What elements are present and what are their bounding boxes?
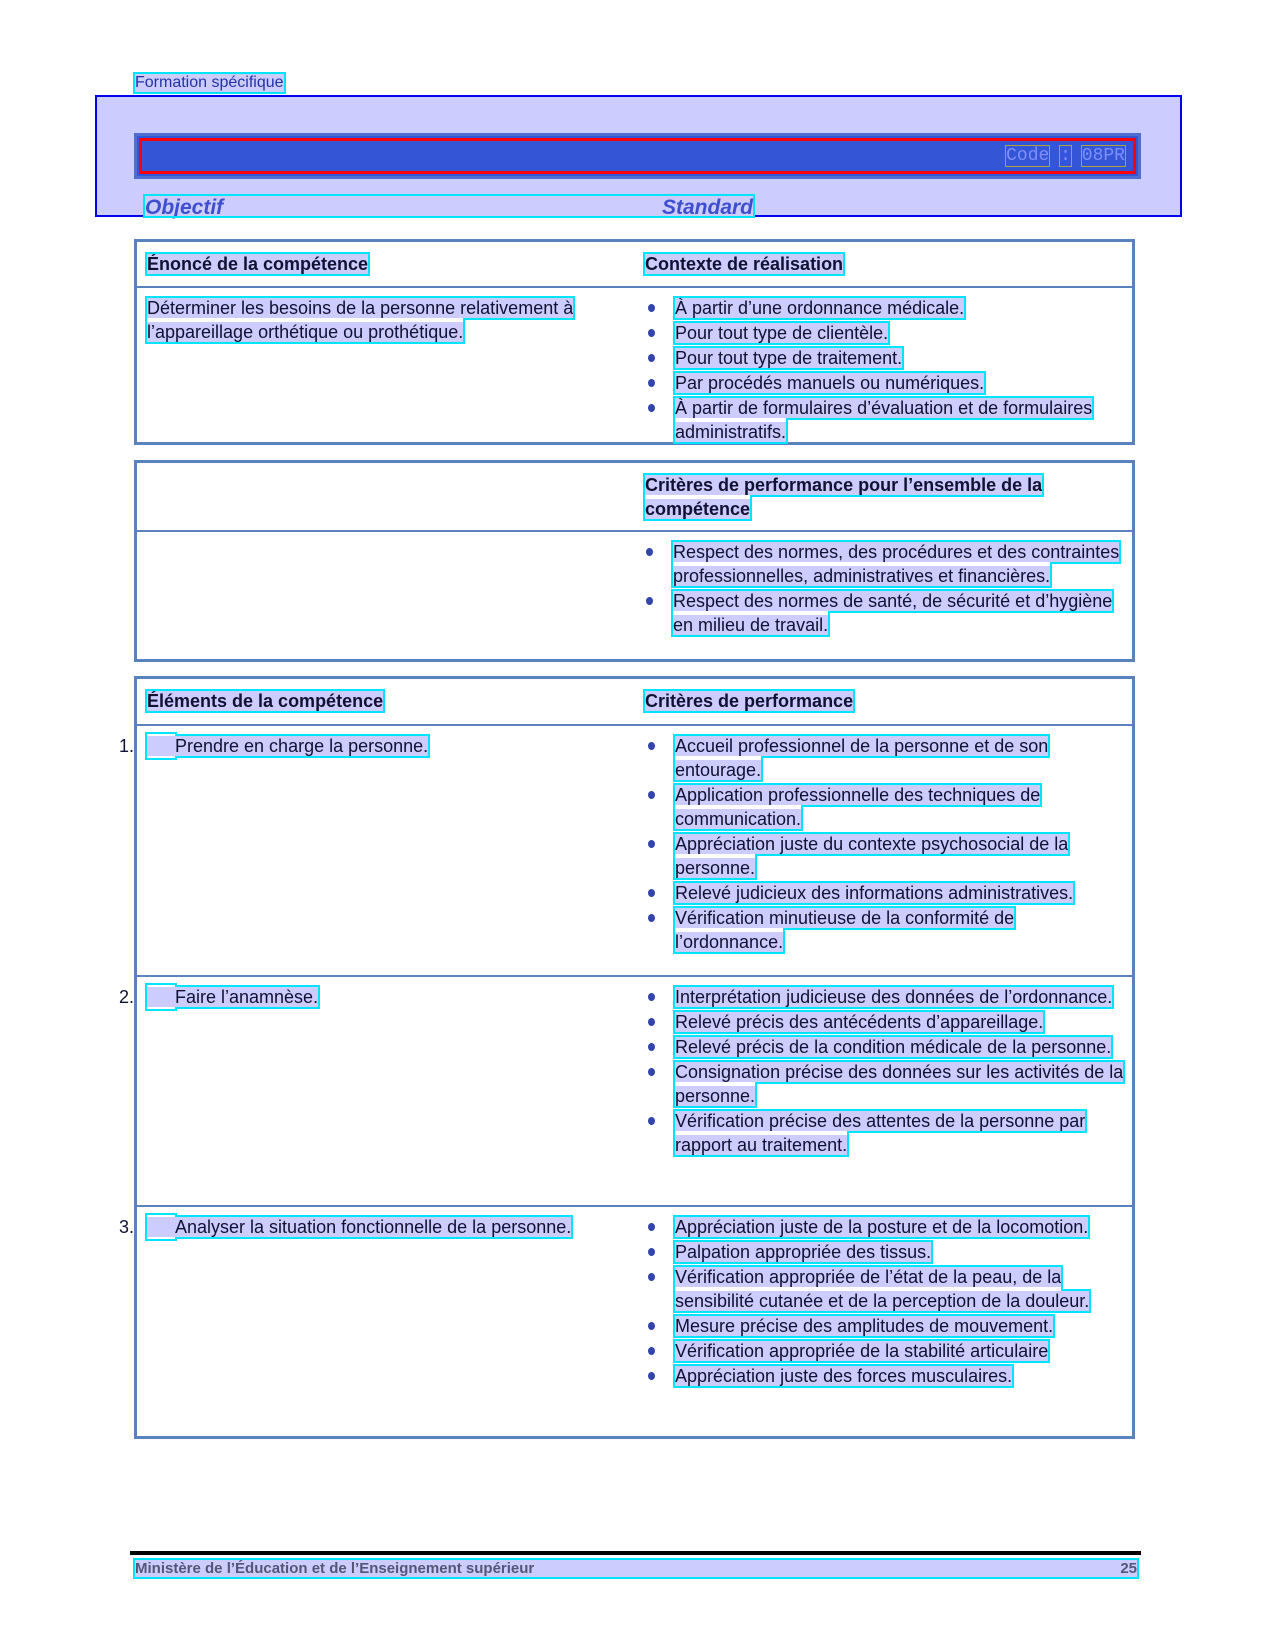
bullet-text: Mesure précise des amplitudes de mouvement. xyxy=(675,1316,1054,1336)
bullet-text: Accueil professionnel de la personne et de son entourage. xyxy=(675,736,1049,780)
overall-criteria-list xyxy=(643,540,1123,638)
bullet-item xyxy=(645,985,1125,1009)
bullet-item xyxy=(645,832,1125,880)
overall-criteria-table xyxy=(134,460,1135,662)
table-row xyxy=(137,532,1132,659)
footer-ministry: Ministère de l’Éducation et de l’Enseignement supérieur xyxy=(135,1560,535,1577)
bullet-text: Vérification appropriée de l’état de la peau, de la sensibilité cutanée et de la perception de la douleur. xyxy=(675,1267,1090,1311)
bullet-item xyxy=(645,1060,1125,1108)
element-number: 3. xyxy=(119,1217,135,1237)
overall-criteria-header: Critères de performance pour l’ensemble de la compétence xyxy=(645,475,1043,519)
footer-rule xyxy=(130,1551,1141,1555)
code-label xyxy=(1006,146,1125,166)
footer xyxy=(135,1560,1137,1577)
context-list xyxy=(645,296,1125,445)
bullet-text: Vérification minutieuse de la conformité de l’ordonnance. xyxy=(675,908,1015,952)
bullet-item xyxy=(645,783,1125,831)
bullet-text: À partir d’une ordonnance médicale. xyxy=(675,298,965,318)
bullet-text: Relevé précis des antécédents d’appareillage. xyxy=(675,1012,1044,1032)
bullet-item xyxy=(643,589,1123,637)
element-label: Faire l’anamnèse. xyxy=(175,987,319,1007)
title-bar xyxy=(134,133,1141,179)
elements-header: Éléments de la compétence xyxy=(147,691,384,711)
code-separator: : xyxy=(1060,146,1071,166)
page-number: 25 xyxy=(1120,1560,1137,1577)
table-header-row xyxy=(137,242,1132,288)
criteria-list xyxy=(645,1215,1125,1389)
element-row xyxy=(119,726,1132,977)
bullet-text: Vérification précise des attentes de la personne par rapport au traitement. xyxy=(675,1111,1086,1155)
objective-standard-row xyxy=(145,196,753,219)
code-label-text: Code xyxy=(1006,146,1050,166)
bullet-item xyxy=(645,881,1125,905)
criteria-header: Critères de performance xyxy=(645,691,854,711)
competence-statement: Déterminer les besoins de la personne relativement à l’appareillage orthétique ou prothétique. xyxy=(147,298,574,342)
competence-statement-table xyxy=(134,239,1135,445)
bullet-item xyxy=(645,371,1125,395)
bullet-text: Vérification appropriée de la stabilité articulaire xyxy=(675,1341,1049,1361)
element-number: 1. xyxy=(119,736,135,756)
bullet-text: Pour tout type de clientèle. xyxy=(675,323,889,343)
statement-header: Énoncé de la compétence xyxy=(147,254,369,274)
bullet-item xyxy=(645,296,1125,320)
bullet-item xyxy=(645,1339,1125,1363)
table-header-row xyxy=(137,679,1132,726)
bullet-text: À partir de formulaires d’évaluation et de formulaires administratifs. xyxy=(675,398,1093,442)
bullet-text: Appréciation juste des forces musculaires. xyxy=(675,1366,1013,1386)
code-value: 08PR xyxy=(1081,146,1125,166)
bullet-item xyxy=(645,1010,1125,1034)
bullet-item xyxy=(645,1240,1125,1264)
bullet-item xyxy=(645,1215,1125,1239)
bullet-item xyxy=(645,346,1125,370)
bullet-item xyxy=(645,1035,1125,1059)
bullet-text: Appréciation juste de la posture et de la locomotion. xyxy=(675,1217,1089,1237)
bullet-text: Respect des normes, des procédures et des contraintes professionnelles, administratives et financières. xyxy=(673,542,1120,586)
bullet-item xyxy=(645,396,1125,444)
element-cell xyxy=(119,1215,575,1239)
criteria-list xyxy=(645,734,1125,955)
table-row xyxy=(137,288,1132,442)
bullet-text: Consignation précise des données sur les activités de la personne. xyxy=(675,1062,1124,1106)
bullet-item xyxy=(643,540,1123,588)
element-row xyxy=(119,1207,1132,1439)
bullet-item xyxy=(645,1364,1125,1388)
element-cell xyxy=(119,734,575,758)
objectif-label: Objectif xyxy=(145,196,224,219)
bullet-item xyxy=(645,1265,1125,1313)
bullet-item xyxy=(645,1109,1125,1157)
element-label: Analyser la situation fonctionnelle de la personne. xyxy=(175,1217,572,1237)
context-header: Contexte de réalisation xyxy=(645,254,844,274)
bullet-text: Interprétation judicieuse des données de l’ordonnance. xyxy=(675,987,1113,1007)
criteria-list xyxy=(645,985,1125,1158)
bullet-text: Relevé précis de la condition médicale de la personne. xyxy=(675,1037,1112,1057)
bullet-item xyxy=(645,321,1125,345)
element-number: 2. xyxy=(119,987,135,1007)
title-bar-frame xyxy=(139,138,1136,174)
bullet-text: Relevé judicieux des informations administratives. xyxy=(675,883,1074,903)
bullet-text: Respect des normes de santé, de sécurité et d’hygiène en milieu de travail. xyxy=(673,591,1113,635)
element-cell xyxy=(119,985,575,1009)
bullet-text: Application professionnelle des techniques de communication. xyxy=(675,785,1041,829)
elements-table xyxy=(119,676,1135,1439)
bullet-text: Palpation appropriée des tissus. xyxy=(675,1242,932,1262)
bullet-text: Par procédés manuels ou numériques. xyxy=(675,373,985,393)
standard-label: Standard xyxy=(661,196,753,219)
element-label: Prendre en charge la personne. xyxy=(175,736,429,756)
element-row xyxy=(119,977,1132,1207)
bullet-item xyxy=(645,734,1125,782)
section-label: Formation spécifique xyxy=(135,74,284,91)
bullet-text: Pour tout type de traitement. xyxy=(675,348,903,368)
bullet-item xyxy=(645,906,1125,954)
table-header-row xyxy=(137,463,1132,532)
bullet-text: Appréciation juste du contexte psychosocial de la personne. xyxy=(675,834,1069,878)
bullet-item xyxy=(645,1314,1125,1338)
